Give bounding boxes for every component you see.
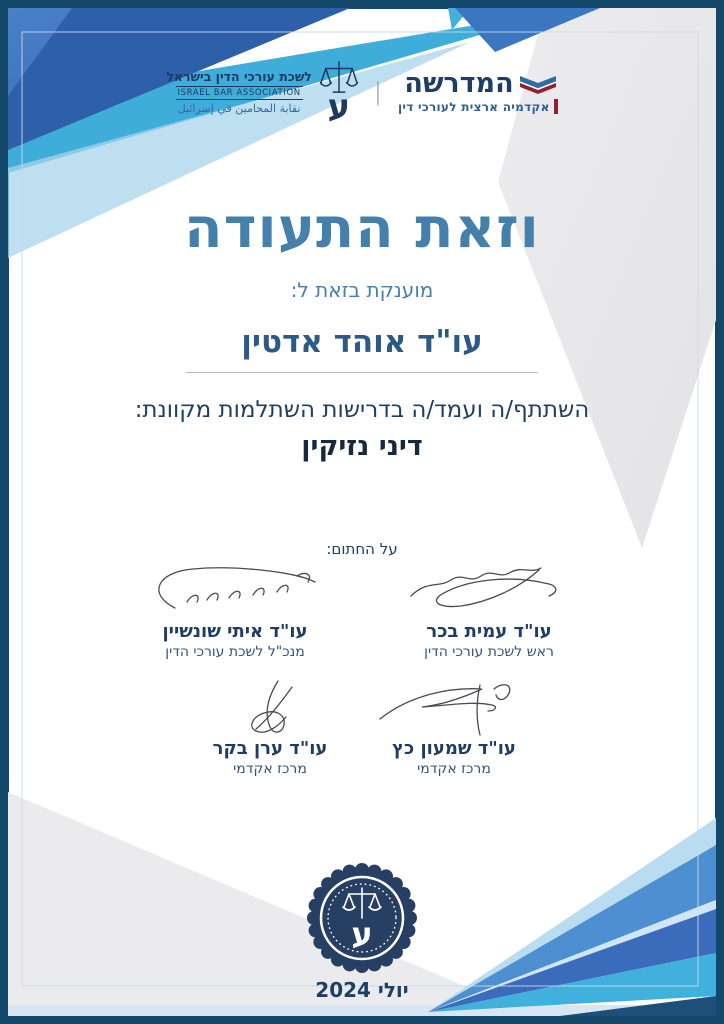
midrasha-tagline: אקדמיה ארצית לעורכי דין xyxy=(397,99,550,114)
issue-date: יולי 2024 xyxy=(315,978,409,1002)
recipient-name: עו"ד אוהד אדטין xyxy=(241,324,483,360)
signature-row-1 xyxy=(0,562,724,663)
signatory-name: עו"ד איתי שונשיין xyxy=(162,621,308,642)
course-name: דיני נזיקין xyxy=(301,431,423,462)
iba-ayin-letter: ע xyxy=(327,87,351,127)
signatory-shimon-katz xyxy=(366,679,542,780)
iba-hebrew-name: לשכת עורכי הדין בישראל xyxy=(166,69,312,84)
signatory-amit-becher xyxy=(379,562,599,663)
seal-ayin-letter: ע xyxy=(351,915,373,953)
signature-row-2 xyxy=(0,679,724,780)
header-logos xyxy=(0,60,724,127)
signatory-itai-shonshein xyxy=(125,562,345,663)
midrasha-logo xyxy=(398,70,558,114)
certificate-title: וזאת התעודה xyxy=(184,196,540,261)
signature-icon xyxy=(366,679,542,737)
signatory-role: מרכז אקדמי xyxy=(417,761,491,778)
signatures-section xyxy=(0,540,724,780)
signatory-role: ראש לשכת עורכי הדין xyxy=(424,644,554,661)
open-book-icon xyxy=(518,73,558,95)
red-bar-icon xyxy=(554,99,558,114)
signatory-eran-bekar xyxy=(182,679,358,780)
signature-icon xyxy=(182,679,358,737)
signatory-name: עו"ד ערן בקר xyxy=(212,737,328,759)
signature-icon xyxy=(135,562,335,620)
certificate-statement: השתתף/ה ועמד/ה בדרישות השתלמות מקוונת: xyxy=(134,397,590,423)
iba-arabic-name: نقابة المحامين في إسرائيل xyxy=(177,102,301,115)
certificate-subtitle: מוענקת בזאת ל: xyxy=(290,278,434,302)
iba-scales-mark xyxy=(320,60,358,127)
signatory-role: מרכז אקדמי xyxy=(233,761,307,778)
signatory-name: עו"ד עמית בכר xyxy=(426,621,552,642)
midrasha-name: המדרשה xyxy=(404,68,514,99)
signatory-role: מנכ"ל לשכת עורכי הדין xyxy=(165,644,305,661)
signed-by-label: על החתום: xyxy=(326,540,398,558)
bar-association-seal xyxy=(302,858,422,978)
midrasha-logo-row xyxy=(404,70,557,97)
midrasha-tagline-row xyxy=(398,99,558,114)
certificate-body xyxy=(0,190,724,462)
iba-english-name: ISRAEL BAR ASSOCIATION xyxy=(177,88,301,98)
iba-text-block xyxy=(166,69,312,115)
israel-bar-association-logo xyxy=(166,60,358,127)
recipient-underline xyxy=(186,372,538,373)
logo-divider: | xyxy=(373,78,382,106)
signatory-name: עו"ד שמעון כץ xyxy=(392,737,516,759)
signature-icon xyxy=(389,562,589,620)
